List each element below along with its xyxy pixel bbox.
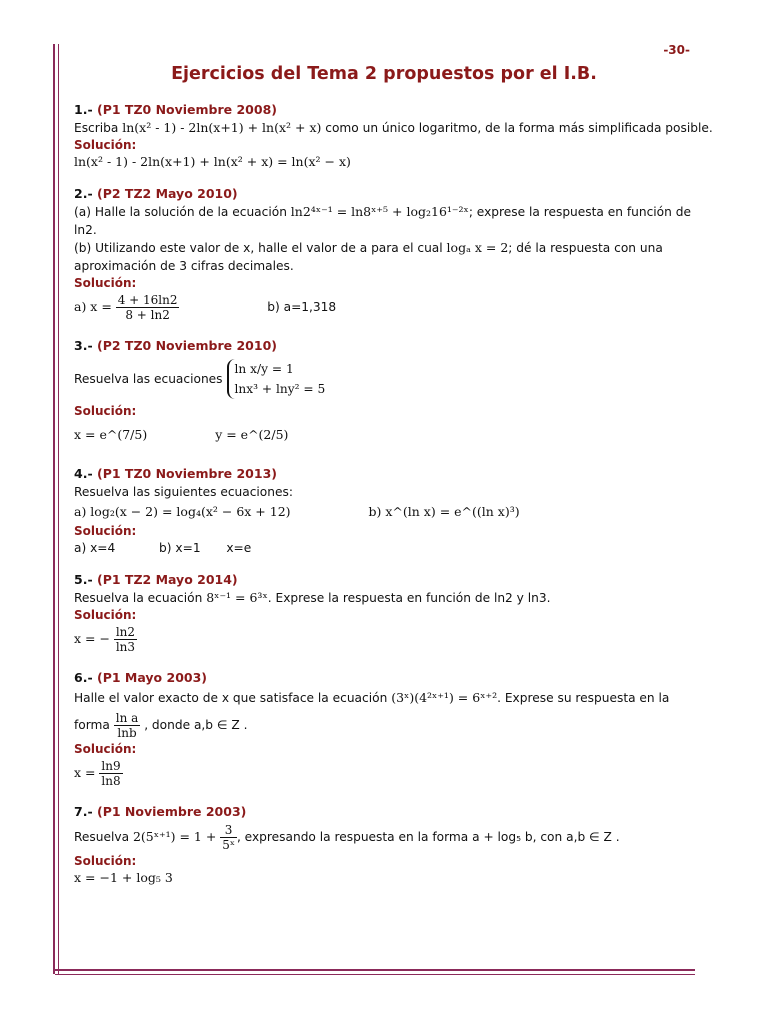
page-border-left-inner [58, 44, 59, 974]
statement-text: ; exprese la respuesta en función de [468, 205, 691, 219]
statement-text: aproximación de 3 cifras decimales. [74, 259, 294, 273]
statement-math: ln(x² - 1) - 2ln(x+1) + ln(x² + x) [122, 120, 322, 135]
exercise-6 [74, 669, 694, 789]
statement-text: , donde a,b ∈ Z . [144, 718, 248, 732]
statement-math: (3ˣ)(4²ˣ⁺¹) = 6ˣ⁺² [391, 690, 498, 705]
solution: x = −1 + log₅ 3 [74, 870, 173, 885]
exercise-statement [74, 203, 694, 221]
exercise-header [74, 669, 694, 687]
exercise-statement [74, 709, 694, 741]
solution [74, 623, 694, 655]
denominator: 8 + ln2 [125, 308, 170, 322]
statement-text: forma [74, 718, 114, 732]
exercise-reference: (P2 TZ0 Noviembre 2010) [97, 338, 277, 353]
exercise-number: 2.- [74, 186, 93, 201]
exercise-header [74, 337, 694, 355]
exercise-2 [74, 185, 694, 323]
numerator: ln9 [101, 759, 121, 773]
page-border-bottom [55, 969, 695, 971]
exercise-reference: (P2 TZ2 Mayo 2010) [97, 186, 238, 201]
page-border-left [53, 44, 55, 974]
solution-label: Solución: [74, 854, 137, 868]
page-number: -30- [663, 43, 690, 57]
solution-label: Solución: [74, 524, 137, 538]
exercise-list [74, 101, 713, 887]
exercise-reference: (P1 TZ2 Mayo 2014) [97, 572, 238, 587]
statement-text: , expresando la respuesta en la forma a + log₅ b, con a,b ∈ Z . [236, 830, 620, 844]
solution-a: a) x=4 [74, 541, 116, 555]
exercise-parts [74, 501, 694, 523]
exercise-header [74, 101, 694, 119]
solution-a-label: a) x = [74, 299, 112, 314]
exercise-number: 3.- [74, 338, 93, 353]
statement-text: ; dé la respuesta con una [508, 241, 663, 255]
denominator: 5ˣ [222, 838, 235, 852]
statement-text: Resuelva las ecuaciones [74, 372, 223, 386]
statement-math: ln2⁴ˣ⁻¹ = ln8ˣ⁺⁵ + log₂16¹⁻²ˣ [290, 204, 469, 219]
fraction [116, 293, 180, 322]
statement-text: Halle el valor exacto de x que satisface la ecuación [74, 691, 392, 705]
exercise-number: 4.- [74, 466, 93, 481]
fraction [114, 625, 137, 654]
solution-b1: b) x=1 [159, 541, 201, 555]
statement-text: (a) Halle la solución de la ecuación [74, 205, 291, 219]
solution: ln(x² - 1) - 2ln(x+1) + ln(x² + x) = ln(x² − x) [74, 154, 351, 169]
exercise-statement [74, 355, 694, 403]
statement-text: Resuelva las siguientes ecuaciones: [74, 485, 293, 499]
denominator: ln3 [115, 640, 136, 654]
exercise-4 [74, 465, 694, 557]
part-a: a) log₂(x − 2) = log₄(x² − 6x + 12) [74, 504, 291, 519]
statement-text: Escriba [74, 121, 123, 135]
exercise-1 [74, 101, 713, 171]
exercise-reference: (P1 Noviembre 2003) [97, 804, 247, 819]
solution-label: Solución: [74, 276, 137, 290]
solution-x: x = e^(7/5) [74, 427, 148, 442]
statement-text: Resuelva [74, 830, 133, 844]
page-title: Ejercicios del Tema 2 propuestos por el I.B. [171, 64, 597, 84]
statement-math: 2(5ˣ⁺¹) = 1 + [132, 829, 217, 844]
numerator: 3 [220, 823, 237, 838]
exercise-statement [74, 119, 713, 137]
solution [74, 539, 694, 557]
denominator: ln8 [101, 774, 121, 788]
exercise-reference: (P1 Mayo 2003) [97, 670, 208, 685]
statement-text: (b) Utilizando este valor de x, halle el valor de a para el cual [74, 241, 447, 255]
exercise-header [74, 185, 694, 203]
solution-b2: x=e [226, 541, 252, 555]
exercise-reference: (P1 TZ0 Noviembre 2013) [97, 466, 277, 481]
page-border-bottom-inner [55, 974, 695, 975]
exercise-header [74, 571, 694, 589]
part-b: b) x^(ln x) = e^((ln x)³) [368, 504, 520, 519]
exercise-number: 1.- [74, 102, 93, 117]
solution-label: Solución: [74, 608, 137, 622]
solution-b: b) a=1,318 [267, 300, 337, 314]
statement-text: Resuelva la ecuación [74, 591, 207, 605]
exercise-reference: (P1 TZ0 Noviembre 2008) [97, 102, 277, 117]
solution [74, 291, 694, 323]
fraction [220, 823, 237, 852]
exercise-number: 6.- [74, 670, 93, 685]
statement-text: como un único logaritmo, de la forma más simplificada posible. [321, 121, 713, 135]
solution-label: Solución: [74, 404, 137, 418]
exercise-number: 5.- [74, 572, 93, 587]
fraction [114, 711, 141, 740]
solution-y: y = e^(2/5) [215, 427, 289, 442]
exercise-7 [74, 803, 694, 887]
equation-2: lnx³ + lny² = 5 [234, 382, 326, 396]
statement-math: 8ˣ⁻¹ = 6³ˣ [206, 590, 268, 605]
solution-label: Solución: [74, 742, 137, 756]
exercise-3 [74, 337, 694, 451]
exercise-header [74, 465, 694, 483]
fraction [99, 759, 122, 788]
statement-text: ln2. [74, 223, 97, 237]
equation-system [227, 359, 326, 399]
numerator: ln2 [115, 625, 136, 639]
denominator: lnb [117, 726, 137, 740]
solution-label: Solución: [74, 138, 137, 152]
numerator: 4 + 16ln2 [117, 293, 178, 307]
statement-math: logₐ x = 2 [446, 240, 509, 255]
solution-lhs: x = [74, 765, 96, 780]
exercise-statement [74, 821, 694, 853]
exercise-statement [74, 239, 694, 257]
exercise-number: 7.- [74, 804, 93, 819]
solution [74, 419, 694, 451]
exercise-header [74, 803, 694, 821]
numerator: ln a [115, 711, 139, 725]
exercise-5 [74, 571, 694, 655]
solution [74, 757, 694, 789]
statement-text: . Exprese su respuesta en la [497, 691, 670, 705]
statement-text: . Exprese la respuesta en función de ln2 y ln3. [267, 591, 551, 605]
equation-1: ln x/y = 1 [234, 362, 294, 376]
exercise-statement [74, 589, 694, 607]
solution-lhs: x = − [74, 631, 110, 646]
exercise-statement [74, 687, 694, 709]
